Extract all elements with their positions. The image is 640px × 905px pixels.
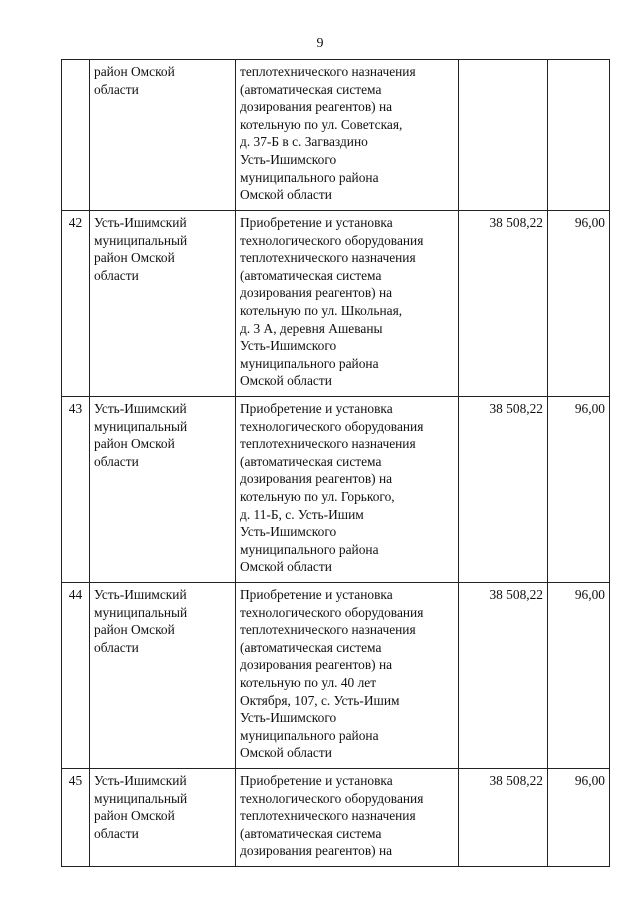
description-line: дозирования реагентов) на <box>240 471 393 487</box>
description-line: дозирования реагентов) на <box>240 99 393 115</box>
municipality-line: области <box>94 825 139 841</box>
row-number: 42 <box>62 211 90 397</box>
description-cell <box>236 583 459 769</box>
percent-cell: 96,00 <box>548 769 610 867</box>
description-line: дозирования реагентов) на <box>240 843 393 859</box>
row-number: 45 <box>62 769 90 867</box>
description-line: (автоматическая система <box>240 639 382 655</box>
percent-cell: 96,00 <box>548 211 610 397</box>
municipality-line: муниципальный <box>94 232 188 248</box>
municipality-line: район Омской <box>94 622 175 638</box>
table-row <box>62 60 610 211</box>
municipality-line: муниципальный <box>94 418 188 434</box>
description-line: муниципального района <box>240 541 379 557</box>
description-line: теплотехнического назначения <box>240 436 416 452</box>
municipality-cell <box>90 397 236 583</box>
description-line: муниципального района <box>240 355 379 371</box>
description-line: д. 11-Б, с. Усть-Ишим <box>240 506 364 522</box>
amount-cell: 38 508,22 <box>459 769 548 867</box>
municipality-line: район Омской <box>94 64 175 79</box>
municipality-line: области <box>94 81 139 97</box>
description-line: котельную по ул. 40 лет <box>240 674 377 690</box>
description-line: Усть-Ишимского <box>240 338 337 354</box>
row-number <box>62 60 90 211</box>
municipality-line: области <box>94 639 139 655</box>
description-line: технологического оборудования <box>240 418 424 434</box>
description-line: Октября, 107, с. Усть-Ишим <box>240 692 400 708</box>
description-line: муниципального района <box>240 727 379 743</box>
description-line: Приобретение и установка <box>240 587 393 602</box>
description-line: (автоматическая система <box>240 825 382 841</box>
amount-cell: 38 508,22 <box>459 211 548 397</box>
description-line: Усть-Ишимского <box>240 710 337 726</box>
page-number: 9 <box>316 36 324 51</box>
description-line: Омской области <box>240 373 332 389</box>
description-line: технологического оборудования <box>240 604 424 620</box>
description-line: дозирования реагентов) на <box>240 285 393 301</box>
allocation-table <box>61 59 610 867</box>
description-line: теплотехнического назначения <box>240 808 416 824</box>
municipality-cell <box>90 60 236 211</box>
amount-cell <box>459 60 548 211</box>
description-cell <box>236 769 459 867</box>
municipality-line: области <box>94 453 139 469</box>
description-line: Омской области <box>240 559 332 575</box>
municipality-cell <box>90 211 236 397</box>
municipality-cell <box>90 769 236 867</box>
municipality-line: Усть-Ишимский <box>94 773 187 788</box>
percent-cell <box>548 60 610 211</box>
description-line: Приобретение и установка <box>240 773 393 788</box>
description-line: Усть-Ишимского <box>240 151 337 167</box>
municipality-line: муниципальный <box>94 604 188 620</box>
municipality-line: муниципальный <box>94 790 188 806</box>
description-line: теплотехнического назначения <box>240 250 416 266</box>
description-line: (автоматическая система <box>240 81 382 97</box>
municipality-cell <box>90 583 236 769</box>
description-cell <box>236 60 459 211</box>
municipality-line: Усть-Ишимский <box>94 587 187 602</box>
municipality-line: области <box>94 267 139 283</box>
table-row <box>62 583 610 769</box>
amount-cell: 38 508,22 <box>459 583 548 769</box>
description-line: Приобретение и установка <box>240 401 393 416</box>
description-line: Омской области <box>240 745 332 761</box>
percent-cell: 96,00 <box>548 397 610 583</box>
description-line: (автоматическая система <box>240 453 382 469</box>
description-line: котельную по ул. Горького, <box>240 488 395 504</box>
description-line: теплотехнического назначения <box>240 622 416 638</box>
description-line: муниципального района <box>240 169 379 185</box>
description-line: Приобретение и установка <box>240 215 393 230</box>
description-cell <box>236 397 459 583</box>
description-line: теплотехнического назначения <box>240 64 416 79</box>
table-row <box>62 397 610 583</box>
municipality-line: Усть-Ишимский <box>94 401 187 416</box>
municipality-line: Усть-Ишимский <box>94 215 187 230</box>
description-line: технологического оборудования <box>240 790 424 806</box>
municipality-line: район Омской <box>94 250 175 266</box>
municipality-line: район Омской <box>94 808 175 824</box>
description-line: дозирования реагентов) на <box>240 657 393 673</box>
municipality-line: район Омской <box>94 436 175 452</box>
description-line: Усть-Ишимского <box>240 524 337 540</box>
description-line: котельную по ул. Школьная, <box>240 302 403 318</box>
description-line: технологического оборудования <box>240 232 424 248</box>
amount-cell: 38 508,22 <box>459 397 548 583</box>
description-line: д. 3 А, деревня Ашеваны <box>240 320 383 336</box>
row-number: 44 <box>62 583 90 769</box>
table-row <box>62 211 610 397</box>
description-cell <box>236 211 459 397</box>
description-line: котельную по ул. Советская, <box>240 116 403 132</box>
description-line: (автоматическая система <box>240 267 382 283</box>
table-row <box>62 769 610 867</box>
row-number: 43 <box>62 397 90 583</box>
description-line: Омской области <box>240 187 332 203</box>
description-line: д. 37-Б в с. Загваздино <box>240 134 368 150</box>
percent-cell: 96,00 <box>548 583 610 769</box>
